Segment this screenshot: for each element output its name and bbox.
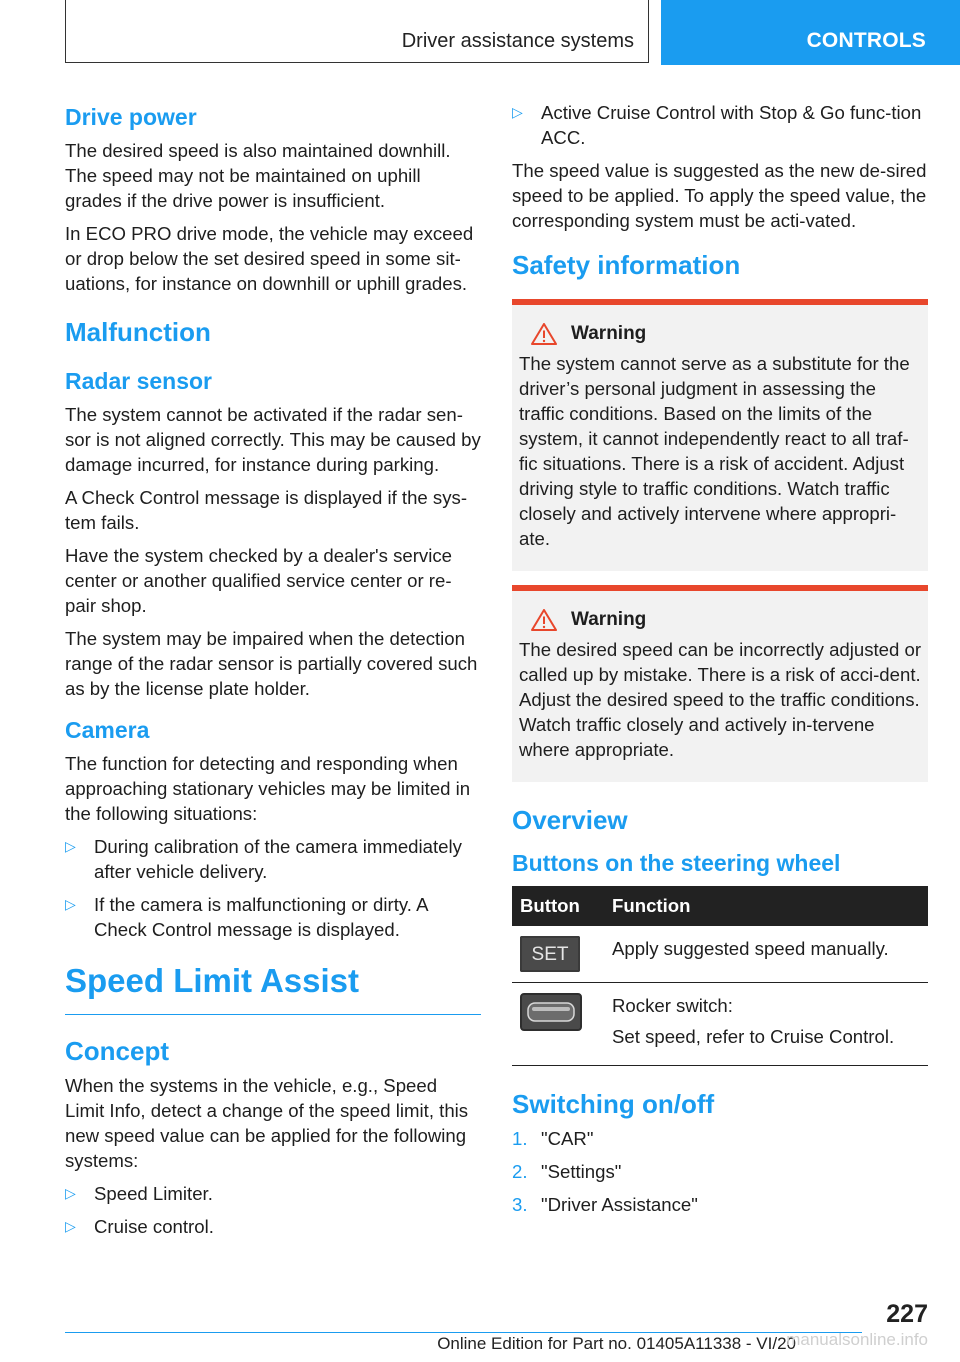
header-tab-label: CONTROLS	[806, 29, 926, 52]
triangle-right-icon: ▷	[65, 1218, 76, 1234]
warning-text: The desired speed can be incorrectly adjusted or called up by mistake. There is a risk of acci-dent. Adjust the desired speed to the traffic conditions. Watch traffic closely and actively in-tervene where appropriate.	[519, 639, 922, 760]
paragraph: When the systems in the vehicle, e.g., Speed Limit Info, detect a change of the speed limit, this new speed value can be applied for the following systems:	[65, 1075, 469, 1171]
function-text: Rocker switch:	[612, 995, 733, 1016]
list-item: ▷ During calibration of the camera immediately after vehicle delivery.	[65, 836, 462, 882]
triangle-right-icon: ▷	[65, 1185, 76, 1201]
list-item: ▷ Cruise control.	[65, 1216, 214, 1237]
paragraph: The system may be impaired when the detection range of the radar sensor is partially covered such as by the license plate holder.	[65, 628, 478, 699]
footer-edition-text: Online Edition for Part no. 01405A11338 - VI/20	[437, 1334, 796, 1353]
table-row	[512, 926, 928, 983]
warning-text: The system cannot serve as a substitute for the driver’s personal judgment in assessing the traffic conditions. Based on the limits of the system, it cannot independently react to all traf-fic situations. There is a risk of accident. Adjust driving style to traffic conditions. Watch traffic closely and actively intervene where appropri-ate.	[519, 353, 910, 549]
list-item: 2. "Settings"	[512, 1161, 622, 1182]
heading-drive-power: Drive power	[65, 104, 197, 130]
list-item: ▷ Active Cruise Control with Stop & Go func-tion ACC.	[512, 102, 922, 148]
table-cell-function	[604, 926, 928, 983]
paragraph: The system cannot be activated if the radar sen-sor is not aligned correctly. This may be caused by damage incurred, for instance during parking.	[65, 404, 481, 475]
camera-bullet-list	[65, 834, 481, 942]
column-header-button: Button	[512, 886, 604, 926]
triangle-right-icon: ▷	[65, 896, 76, 912]
heading-buttons-steering-wheel: Buttons on the steering wheel	[512, 850, 841, 876]
triangle-right-icon: ▷	[512, 104, 523, 120]
footer-divider	[65, 1332, 862, 1333]
paragraph: The desired speed is also maintained downhill. The speed may not be maintained on uphill grades if the drive power is insufficient.	[65, 140, 451, 211]
heading-malfunction: Malfunction	[65, 317, 211, 347]
triangle-right-icon: ▷	[65, 838, 76, 854]
header-section-title: Driver assistance systems	[401, 30, 634, 52]
table-cell-function	[604, 983, 928, 1066]
paragraph: A Check Control message is displayed if the sys-tem fails.	[65, 487, 468, 533]
table-header-row	[512, 886, 928, 926]
paragraph: In ECO PRO drive mode, the vehicle may exceed or drop below the set desired speed in some sit-uations, for instance on downhill or uphill grades.	[65, 223, 474, 294]
heading-camera: Camera	[65, 717, 150, 743]
header-section-box	[65, 0, 649, 63]
heading-radar-sensor: Radar sensor	[65, 368, 213, 394]
buttons-table	[512, 886, 928, 1066]
paragraph: The function for detecting and responding when approaching stationary vehicles may be limited in the following situations:	[65, 753, 471, 824]
rocker-switch-icon	[520, 993, 582, 1031]
list-item: 3. "Driver Assistance"	[512, 1194, 698, 1215]
warning-triangle-icon	[531, 609, 557, 631]
left-column	[65, 100, 481, 1247]
function-text: Apply suggested speed manually.	[612, 938, 889, 959]
paragraph: The speed value is suggested as the new de-sired speed to be applied. To apply the speed value, the corresponding system must be acti-vated.	[512, 160, 927, 231]
table-row	[512, 983, 928, 1066]
warning-triangle-icon	[531, 323, 557, 345]
paragraph: Have the system checked by a dealer's service center or another qualified service center or re-pair shop.	[65, 545, 452, 616]
list-item: ▷ Speed Limiter.	[65, 1183, 213, 1204]
heading-concept: Concept	[65, 1036, 169, 1066]
table-cell-icon	[512, 983, 604, 1066]
heading-safety-information: Safety information	[512, 250, 741, 280]
warning-box	[512, 299, 928, 571]
page-header	[0, 0, 960, 66]
heading-speed-limit-assist: Speed Limit Assist	[65, 956, 481, 1015]
acc-bullet-list	[512, 100, 928, 150]
heading-overview: Overview	[512, 805, 628, 835]
right-column	[512, 100, 928, 1225]
header-controls-tab	[661, 0, 960, 65]
list-item: ▷ If the camera is malfunctioning or dirty. A Check Control message is displayed.	[65, 894, 428, 940]
list-item: 1. "CAR"	[512, 1128, 594, 1149]
warning-header	[519, 609, 922, 631]
column-header-function: Function	[604, 886, 928, 926]
heading-switching-on-off: Switching on/off	[512, 1089, 715, 1119]
warning-header	[519, 323, 922, 345]
table-cell-icon	[512, 926, 604, 983]
page-number: 227	[886, 1300, 928, 1328]
switching-steps-list	[512, 1126, 928, 1217]
footer-watermark: manualsonline.info	[786, 1330, 928, 1349]
warning-title: Warning	[571, 323, 647, 344]
set-button-icon: SET	[520, 936, 580, 972]
warning-box	[512, 585, 928, 782]
concept-bullet-list	[65, 1181, 481, 1239]
function-text: Set speed, refer to Cruise Control.	[612, 1026, 895, 1047]
warning-title: Warning	[571, 609, 647, 630]
